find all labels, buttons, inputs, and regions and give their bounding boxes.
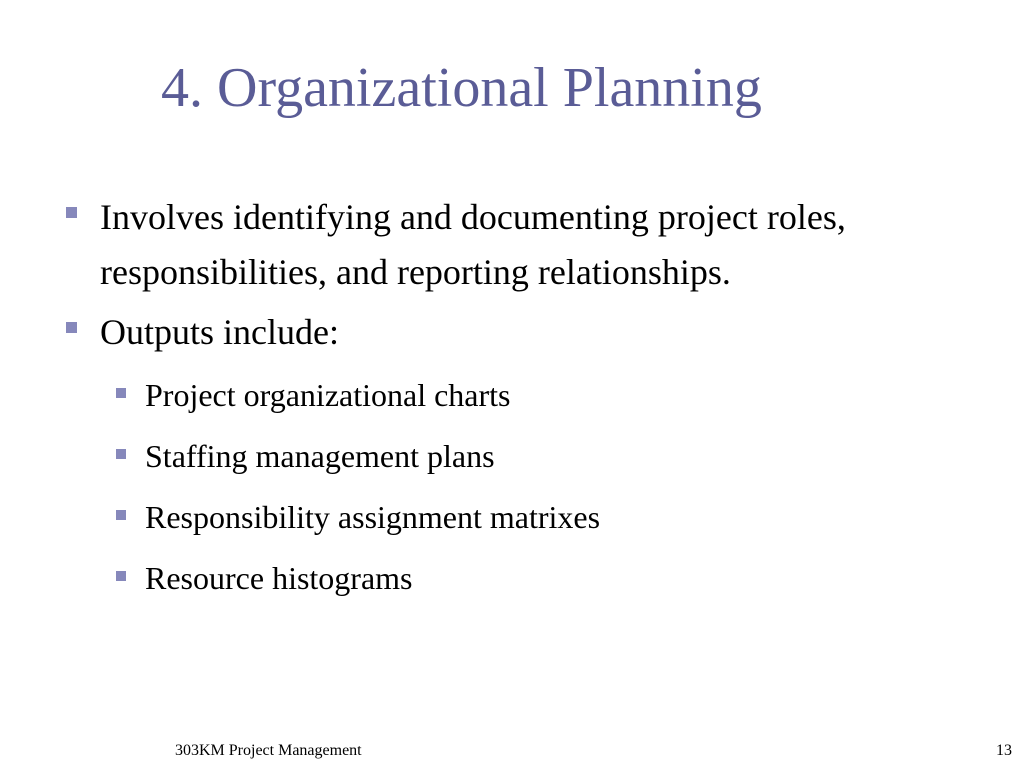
square-bullet-icon [66,207,77,218]
sub-bullet-text: Project organizational charts [145,377,511,413]
page-number: 13 [996,742,1012,759]
sub-bullet-text: Staffing management plans [145,438,495,474]
footer-course: 303KM Project Management [175,742,362,759]
sub-bullet-item [108,365,962,426]
bullet-item [62,305,962,360]
square-bullet-icon [116,388,126,398]
sub-bullet-text: Responsibility assignment matrixes [145,499,601,535]
bullet-text: Outputs include: [100,312,339,352]
sub-bullet-item [108,426,962,487]
sub-bullet-item [108,487,962,548]
square-bullet-icon [116,510,126,520]
square-bullet-icon [116,571,126,581]
bullet-item [62,190,962,300]
bullet-text: Involves identifying and documenting project roles, responsibilities, and reporting relationships. [100,197,846,292]
sub-bullet-text: Resource histograms [145,560,413,596]
square-bullet-icon [66,322,77,333]
square-bullet-icon [116,449,126,459]
sub-bullet-item [108,548,962,609]
slide-title: 4. Organizational Planning [161,57,762,119]
bullet-list [62,190,962,609]
